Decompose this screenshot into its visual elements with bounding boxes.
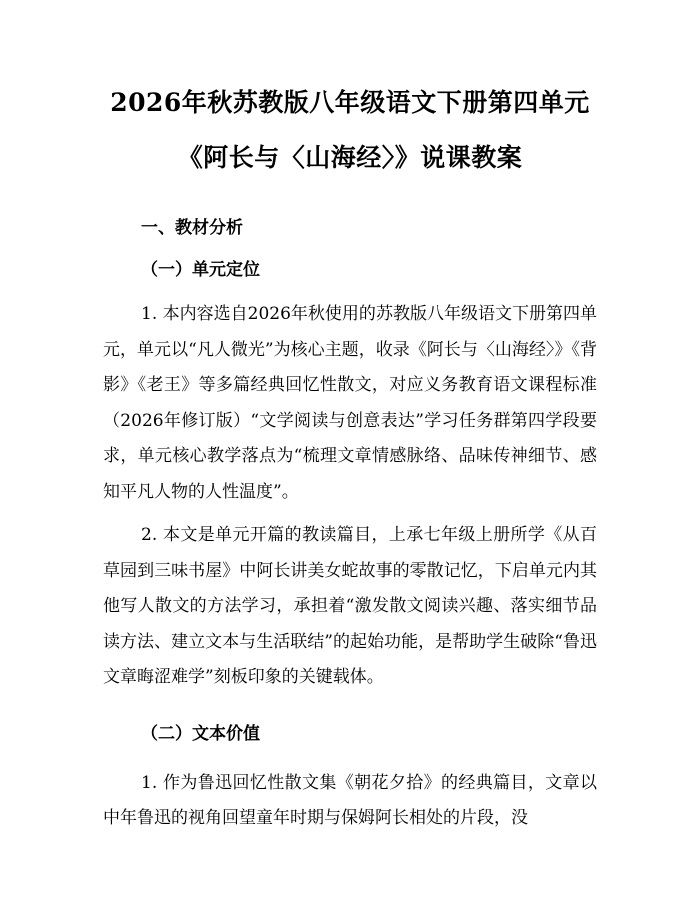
subsection-heading-unit-positioning: （一）单元定位 xyxy=(141,260,260,280)
paragraph-unit-positioning-2: 2. 本文是单元开篇的教读篇目，上承七年级上册所学《从百草园到三味书屋》中阿长讲美女蛇故事的零散记忆，下启单元内其他写人散文的方法学习，承担着“激发散文阅读兴趣、落实细节品读方法、建立文本与生活联结”的起始功能，是帮助学生破除“鲁迅文章晦涩难学”刻板印象的关键载体。 xyxy=(103,525,597,687)
subsection-heading-text-value: （二）文本价值 xyxy=(141,723,260,744)
section-heading-textbook-analysis: 一、教材分析 xyxy=(141,218,243,238)
paragraph-text-value-1: 1. 作为鲁迅回忆性散文集《朝花夕拾》的经典篇目，文章以中年鲁迅的视角回望童年时期与保姆阿长相处的片段，没 xyxy=(103,772,597,828)
paragraph-unit-positioning-1: 1. 本内容选自2026年秋使用的苏教版八年级语文下册第四单元，单元以“凡人微光”为核心主题，收录《阿长与〈山海经〉》《背影》《老王》等多篇经典回忆性散文，对应义务教育语文课程标准（2026年修订版）“文学阅读与创意表达”学习任务群第四学段要求，单元核心教学落点为“梳理文章情感脉络、品味传神细节、感知平凡人物的人性温度”。 xyxy=(103,304,597,502)
document-title-line-1: 2026年秋苏教版八年级语文下册第四单元 xyxy=(110,88,590,117)
document-title-line-2: 《阿长与〈山海经〉》说课教案 xyxy=(177,143,523,172)
